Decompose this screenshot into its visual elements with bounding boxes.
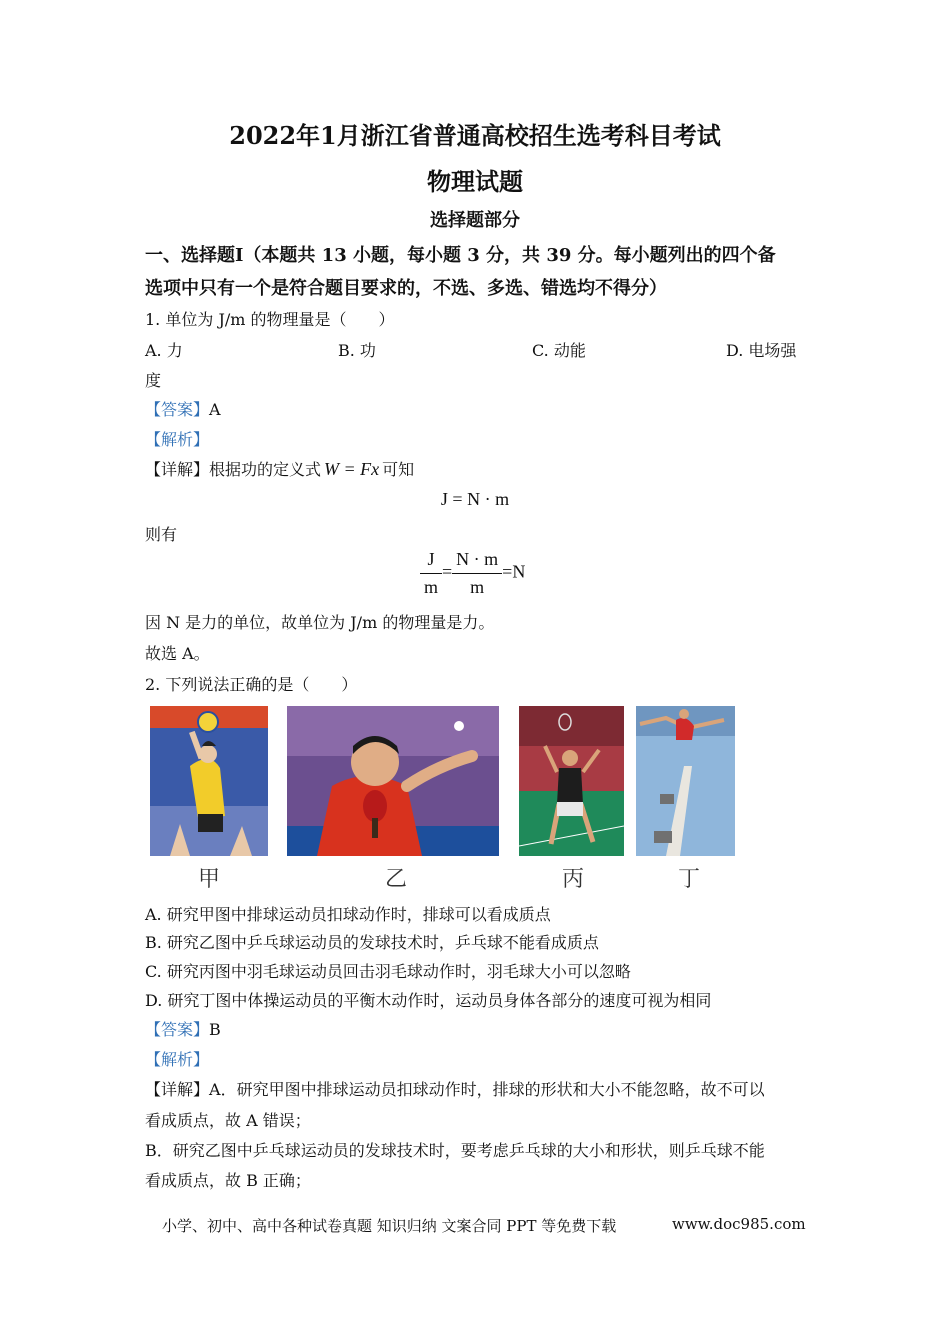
q1-option-c: C. 动能	[532, 341, 586, 360]
equation-result: =N	[502, 561, 526, 582]
q1-option-b: B. 功	[338, 341, 376, 360]
q1-conclusion: 因 N 是力的单位，故单位为 J/m 的物理量是力。	[145, 613, 495, 632]
q1-answer-value: A	[209, 400, 221, 419]
q2-detail-b-line2: 看成质点，故 B 正确；	[145, 1171, 311, 1190]
photo-volleyball	[150, 706, 268, 856]
q1-choose: 故选 A。	[145, 644, 210, 663]
part-heading-line1: 一、选择题Ⅰ（本题共 13 小题，每小题 3 分，共 39 分。每小题列出的四个备	[145, 245, 776, 266]
q2-option-c: C. 研究丙图中羽毛球运动员回击羽毛球动作时，羽毛球大小可以忽略	[145, 962, 631, 981]
caption-ding: 丁	[678, 867, 701, 892]
q1-detail-suffix: 可知	[382, 460, 415, 479]
q2-stem: 2. 下列说法正确的是（ ）	[145, 675, 358, 694]
q2-analysis-tag: 【解析】	[145, 1050, 210, 1069]
caption-yi: 乙	[385, 867, 408, 892]
q2-option-d: D. 研究丁图中体操运动员的平衡木动作时，运动员身体各部分的速度可视为相同	[145, 991, 712, 1010]
q1-option-a: A. 力	[145, 341, 183, 360]
answer-tag: 【答案】	[145, 400, 210, 419]
photo-badminton	[519, 706, 624, 856]
q2-option-a: A. 研究甲图中排球运动员扣球动作时，排球可以看成质点	[145, 905, 551, 924]
q1-analysis-tag: 【解析】	[145, 430, 210, 449]
fraction-numerator: J	[420, 549, 442, 574]
exam-subtitle: 物理试题	[427, 167, 523, 196]
q1-option-d-wrap: 度	[145, 371, 162, 390]
q2-detail-b-line1: B．研究乙图中乒乓球运动员的发球技术时，要考虑乒乓球的大小和形状，则乒乓球不能	[145, 1141, 765, 1160]
q1-then: 则有	[145, 525, 178, 544]
footer-text: 小学、初中、高中各种试卷真题 知识归纳 文案合同 PPT 等免费下载	[162, 1217, 617, 1235]
q1-stem: 1. 单位为 J/m 的物理量是（ ）	[145, 310, 395, 329]
detail-tag: 【详解】	[145, 460, 210, 479]
q1-answer-line	[145, 397, 221, 420]
q2-detail-a-line2: 看成质点，故 A 错误；	[145, 1111, 311, 1130]
caption-bing: 丙	[562, 867, 585, 892]
q1-option-d: D. 电场强	[726, 341, 797, 360]
caption-jia: 甲	[198, 867, 221, 892]
q2-detail-a-line1	[145, 1077, 765, 1100]
section-title: 选择题部分	[430, 210, 520, 231]
fraction-nm-over-m	[452, 549, 502, 598]
photo-table-tennis	[287, 706, 499, 856]
q2-answer-line	[145, 1017, 221, 1040]
q2-option-b: B. 研究乙图中乒乓球运动员的发球技术时，乒乓球不能看成质点	[145, 933, 599, 952]
fraction-denominator: m	[470, 577, 485, 597]
detail-tag: 【详解】	[145, 1080, 210, 1099]
equals-sign: =	[442, 561, 453, 582]
answer-tag: 【答案】	[145, 1020, 210, 1039]
fraction-j-over-m	[420, 549, 442, 598]
q2-answer-value: B	[209, 1020, 221, 1039]
fraction-denominator: m	[424, 577, 439, 597]
footer-url[interactable]: www.doc985.com	[672, 1215, 806, 1233]
fraction-numerator: N · m	[452, 549, 502, 574]
q2-detail-a1: A．研究甲图中排球运动员扣球动作时，排球的形状和大小不能忽略，故不可以	[209, 1080, 765, 1099]
q1-equation-2	[420, 549, 525, 598]
part-heading-line2: 选项中只有一个是符合题目要求的，不选、多选、错选均不得分）	[145, 278, 667, 299]
q1-inline-formula: W = Fx	[324, 459, 380, 479]
q1-detail-line	[145, 457, 414, 480]
photo-balance-beam	[636, 706, 735, 856]
q1-detail-text: 根据功的定义式	[209, 460, 322, 479]
exam-title: 2022年1月浙江省普通高校招生选考科目考试	[229, 121, 721, 150]
q1-equation-1: J = N · m	[440, 489, 510, 509]
